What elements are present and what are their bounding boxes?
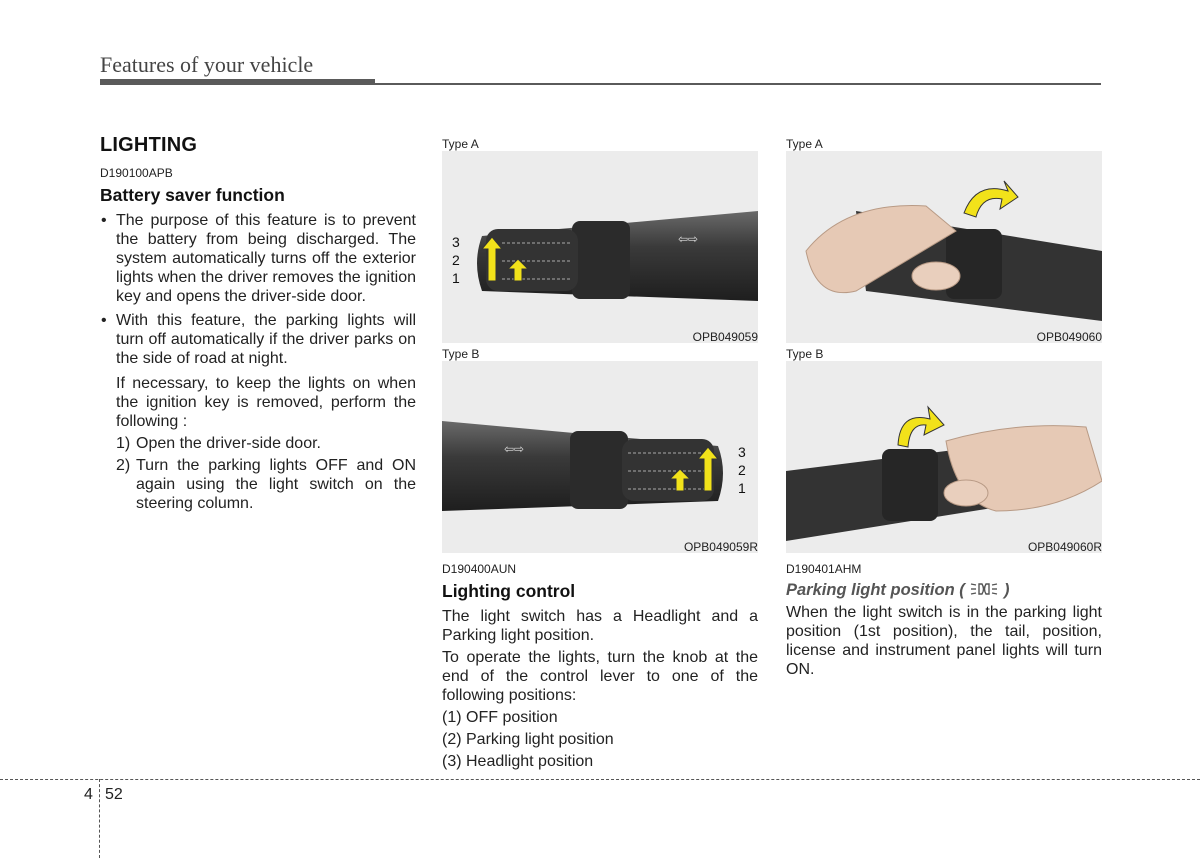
parking-light-heading-suffix: ) [1003,581,1010,599]
section-title: LIGHTING [100,134,198,156]
position-1-label: 1 [738,480,746,496]
position-3-label: 3 [452,234,460,250]
turn-signal-icon: ⇦⇨ [504,442,525,456]
chapter-number: 4 [84,786,93,803]
figure-ref: OPB049059 [692,330,758,344]
position-off: (1) OFF position [442,709,558,726]
figure-type-label: Type A [442,137,479,151]
hand-turning-switch-illustration [786,151,1102,343]
column-lighting-control [442,562,758,771]
step-2 [100,456,416,513]
position-parking: (2) Parking light position [442,731,614,748]
figure-type-b-hand [786,347,1102,553]
figure-ref: OPB049060R [1027,540,1102,554]
page-header-title: Features of your vehicle [100,52,314,77]
figure-type-a-lever [442,137,758,343]
turn-signal-icon: ⇦⇨ [678,232,699,246]
step-1-number: 1) [116,435,131,452]
parking-light-heading-prefix: Parking light position ( [786,581,965,599]
page-number: 52 [105,786,123,803]
hand-turning-switch-illustration [786,361,1102,553]
parking-light-heading [786,581,1102,600]
parking-light-icon [969,581,999,597]
battery-saver-heading: Battery saver function [100,185,285,205]
header-rule-thin [375,83,1101,85]
figure-type-label: Type B [442,347,480,361]
hand-photo [786,151,1102,343]
position-1-label: 1 [452,270,460,286]
parking-light-para: When the light switch is in the parking light position (1st position), the tail, position, license and instrument panel lights will turn ON. [786,604,1102,678]
light-switch-lever-illustration [442,361,758,553]
position-2-label: 2 [738,462,746,478]
lighting-control-para2: To operate the lights, turn the knob at the end of the control lever to one of the following positions: [442,649,758,704]
step-2-number: 2) [116,457,131,474]
lighting-control-code: D190400AUN [442,562,517,576]
header-rule-thick [100,79,375,85]
lighting-control-para1: The light switch has a Headlight and a Parking light position. [442,608,758,644]
bullet-parking-lights: • With this feature, the parking lights will turn off automatically if the driver parks on the side of road at night. [100,311,416,368]
bullet-purpose: • The purpose of this feature is to prevent the battery from being discharged. The system automatically turns off the exterior lights when the driver removes the ignition key and opens the driver-side door. [100,211,416,306]
section-code: D190100APB [100,166,173,180]
lever-photo [442,151,758,343]
figure-type-a-hand [786,137,1102,343]
figure-ref: OPB049059R [683,540,758,554]
column-parking-light [786,562,1102,679]
step-1-text: Open the driver-side door. [136,435,321,452]
lighting-control-heading: Lighting control [442,581,576,601]
figure-ref: OPB049060 [1036,330,1102,344]
parking-light-code: D190401AHM [786,562,862,576]
hand-photo [786,361,1102,553]
position-2-label: 2 [452,252,460,268]
footer-vertical-rule [99,779,100,858]
step-1 [100,434,416,453]
position-headlight: (3) Headlight position [442,753,594,770]
position-3-label: 3 [738,444,746,460]
light-switch-lever-illustration [442,151,758,343]
figure-type-label: Type B [786,347,824,361]
figure-type-b-lever [442,347,758,553]
bullet-continued: If necessary, to keep the lights on when the ignition key is removed, perform the following : [116,375,416,430]
column-battery-saver [100,134,416,513]
step-2-text: Turn the parking lights OFF and ON again using the light switch on the steering column. [136,457,416,512]
footer-rule [0,779,1200,780]
lever-photo [442,361,758,553]
figure-type-label: Type A [786,137,823,151]
